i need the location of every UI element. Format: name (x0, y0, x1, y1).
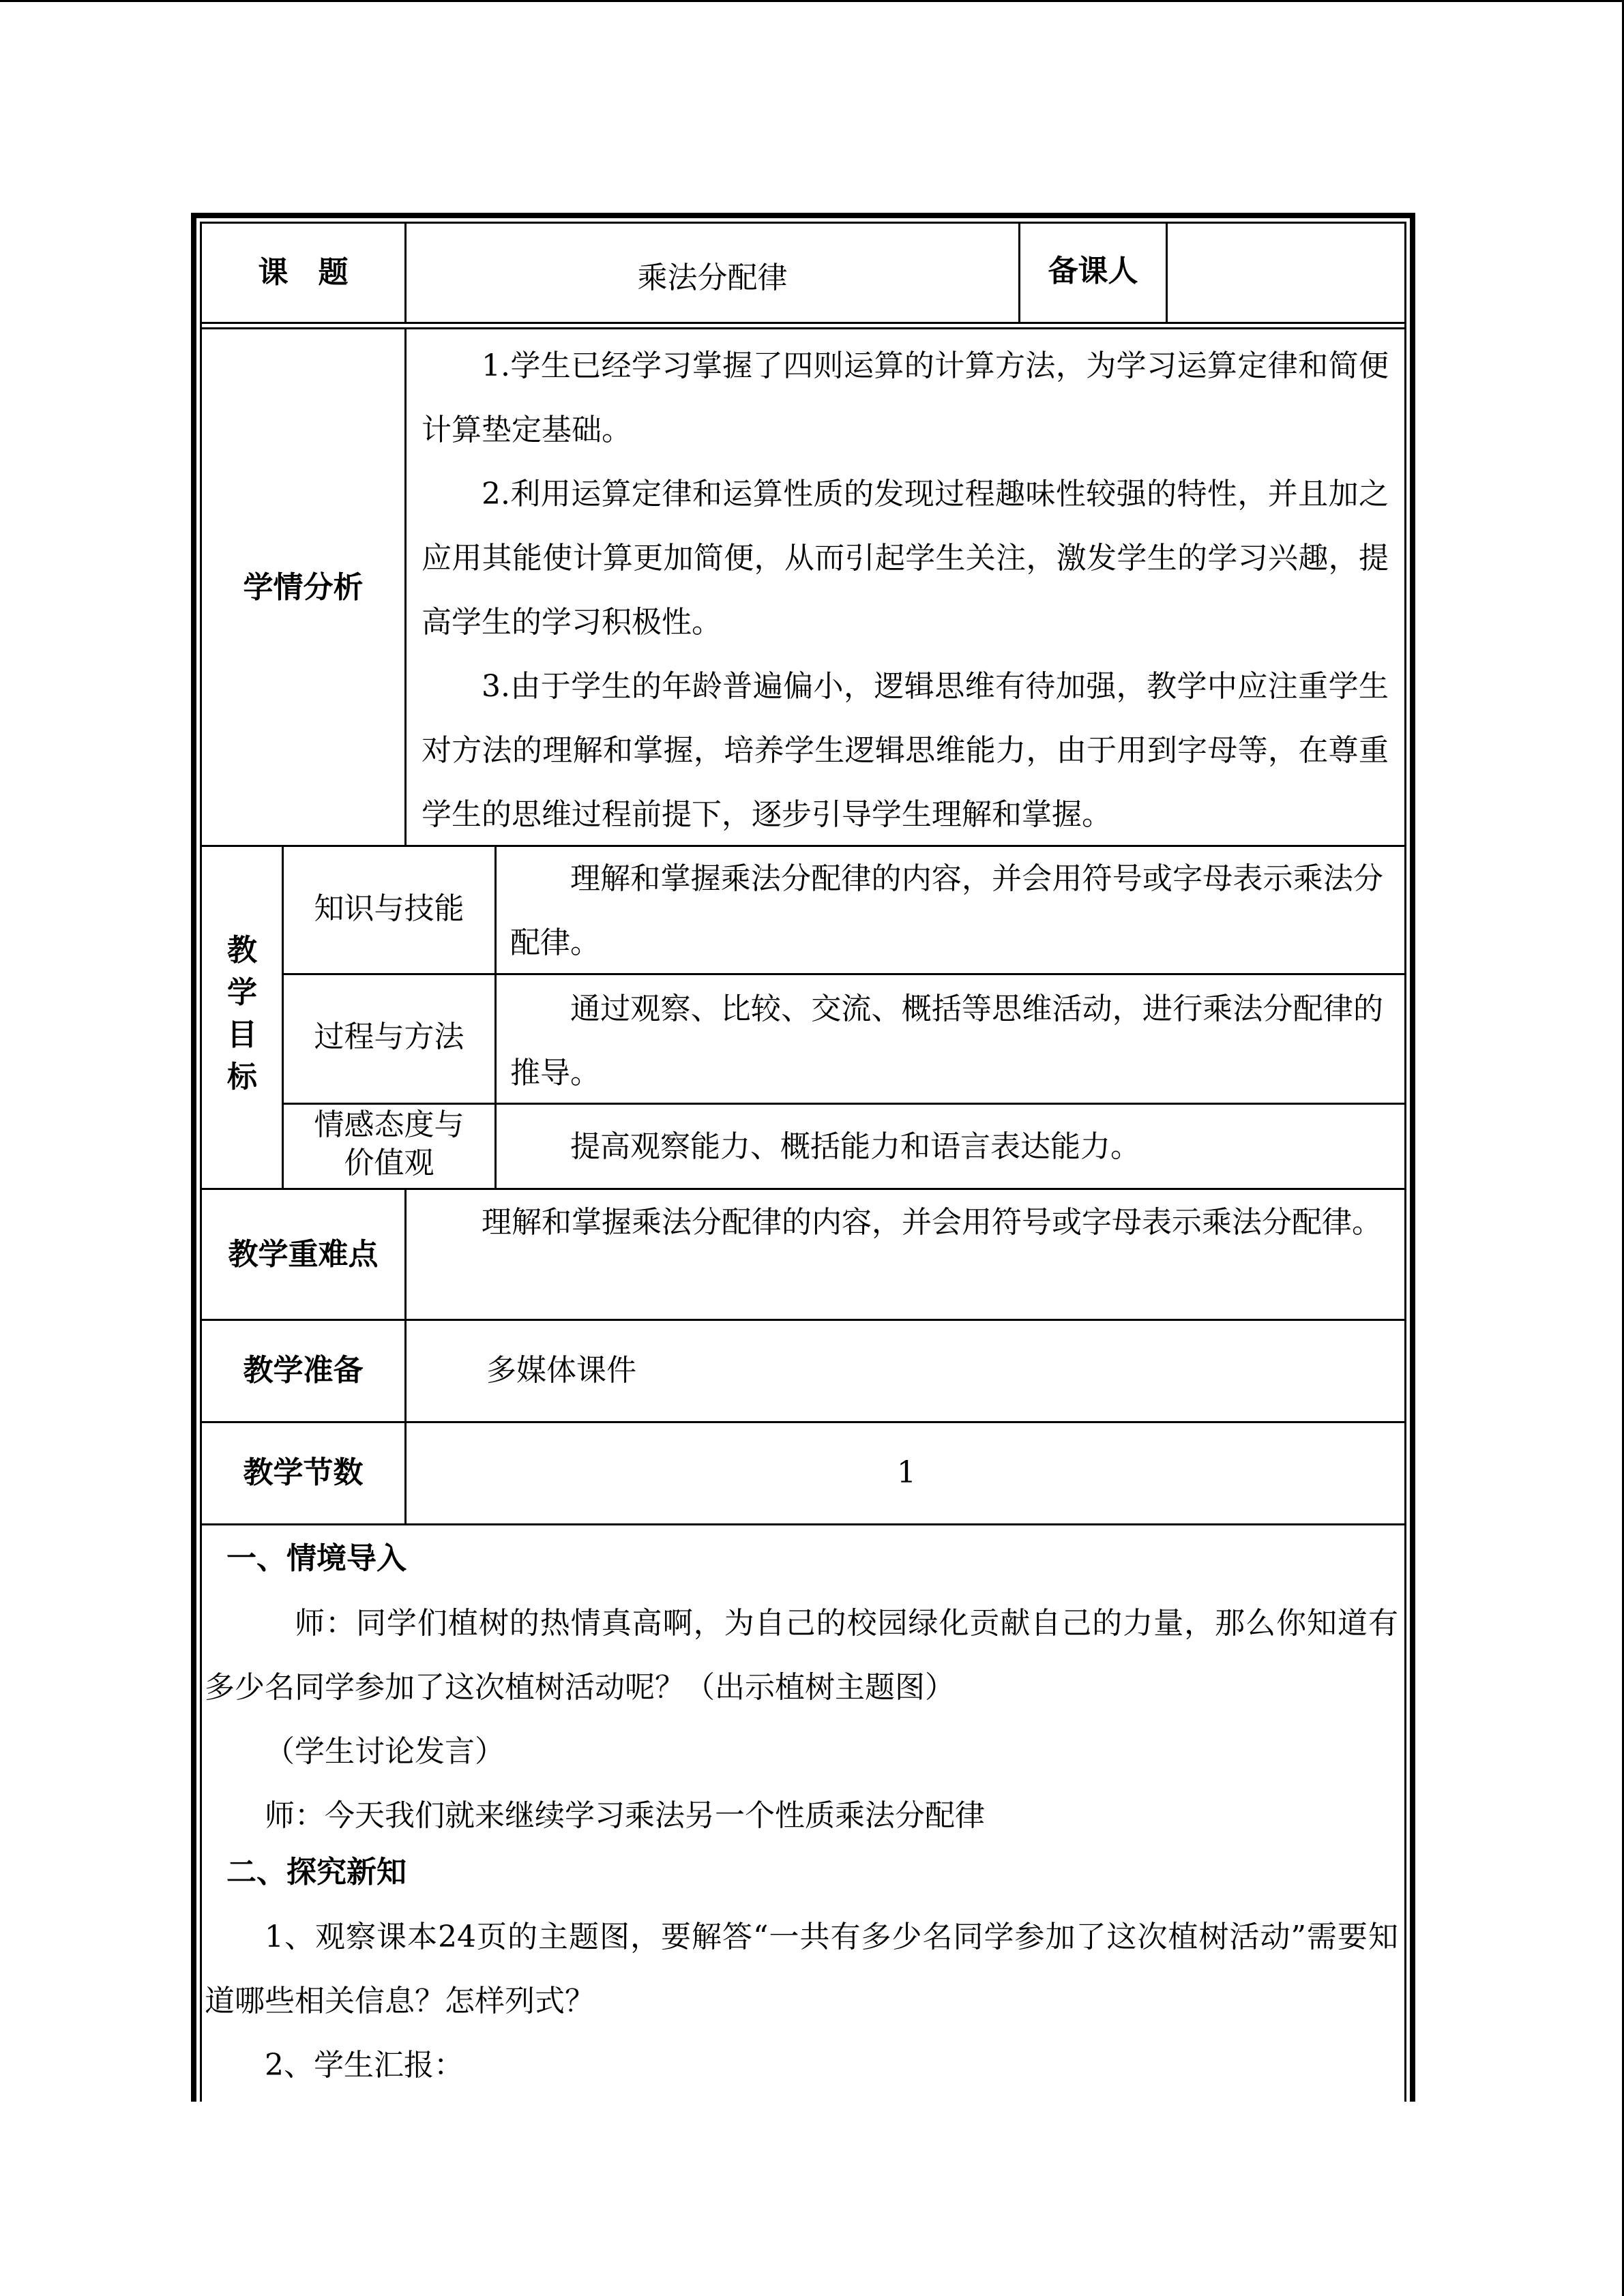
emotion-label-line-2: 价值观 (344, 1146, 434, 1180)
keypoints-label: 教学重难点 (228, 1237, 379, 1272)
table-outer-border-left (191, 213, 196, 2102)
rule-objectives-bottom (200, 1188, 1406, 1190)
objectives-label-char: 标 (227, 1060, 257, 1094)
process-text-cell (510, 977, 1383, 1105)
page-top-border (0, 0, 1624, 2)
keypoints-text-cell (422, 1191, 1389, 1255)
section-2-content (205, 1905, 1398, 2098)
rule-objectives-col2 (494, 845, 497, 1190)
rule-analysis-col (404, 327, 407, 847)
objectives-label (222, 929, 263, 1099)
prep-text: 多媒体课件 (486, 1353, 636, 1388)
analysis-content (422, 334, 1389, 847)
section-1-paragraph-1: 师：同学们植树的热情真高啊，为自己的校园绿化贡献自己的力量，那么你知道有多少名同学参加了这次植树活动呢？（出示植树主题图） (205, 1606, 1398, 1705)
process-label: 过程与方法 (314, 1019, 464, 1054)
preparer-label: 备课人 (1048, 254, 1138, 288)
section-1-title: 一、情境导入 (226, 1541, 407, 1576)
emotion-text: 提高观察能力、概括能力和语言表达能力。 (570, 1129, 1140, 1164)
section-2-title: 二、探究新知 (226, 1855, 407, 1890)
prep-label: 教学准备 (243, 1353, 364, 1388)
knowledge-label: 知识与技能 (314, 891, 464, 926)
analysis-paragraph-2: 2.利用运算定律和运算性质的发现过程趣味性较强的特性，并且加之应用其能使计算更加简便，从而引起学生关注，激发学生的学习兴趣，提高学生的学习积极性。 (422, 477, 1389, 640)
table-inner-border-top (200, 222, 1406, 224)
section-2-paragraph-2: 2、学生汇报： (265, 2048, 464, 2083)
rule-periods-bottom (200, 1523, 1406, 1525)
section-2-paragraph-1: 1、观察课本24页的主题图，要解答“一共有多少名同学参加了这次植树活动”需要知道哪些相关信息？怎样列式？ (205, 1920, 1398, 2018)
rule-header-col3 (1166, 222, 1168, 324)
objectives-label-char: 目 (227, 1017, 257, 1052)
section-1-content (205, 1592, 1398, 1848)
table-inner-border-right (1404, 222, 1406, 2102)
periods-label: 教学节数 (243, 1455, 364, 1490)
knowledge-text: 理解和掌握乘法分配律的内容，并会用符号或字母表示乘法分配律。 (510, 861, 1383, 960)
objectives-label-char: 教 (227, 933, 257, 968)
section-1-paragraph-3: 师：今天我们就来继续学习乘法另一个性质乘法分配律 (265, 1798, 985, 1833)
rule-header-bottom-1 (200, 322, 1406, 324)
analysis-label: 学情分析 (243, 570, 364, 605)
emotion-label-line-1: 情感态度与 (314, 1107, 464, 1142)
table-inner-border-left (200, 222, 202, 2102)
rule-keypoints-bottom (200, 1319, 1406, 1321)
section-1-paragraph-2: （学生讨论发言） (265, 1734, 505, 1769)
process-text: 通过观察、比较、交流、概括等思维活动，进行乘法分配律的推导。 (510, 992, 1383, 1090)
keypoints-text: 理解和掌握乘法分配律的内容，并会用符号或字母表示乘法分配律。 (482, 1205, 1382, 1240)
table-outer-border-right (1410, 213, 1415, 2102)
topic-label: 课 题 (258, 255, 349, 290)
rule-header-bottom-2 (200, 327, 1406, 329)
rule-prep-bottom (200, 1421, 1406, 1423)
topic-value: 乘法分配律 (637, 260, 788, 295)
analysis-paragraph-3: 3.由于学生的年龄普遍偏小，逻辑思维有待加强，教学中应注重学生对方法的理解和掌握，培养学生逻辑思维能力，由于用到字母等，在尊重学生的思维过程前提下，逐步引导学生理解和掌握。 (422, 669, 1389, 832)
table-outer-border-top (191, 213, 1415, 218)
analysis-paragraph-1: 1.学生已经学习掌握了四则运算的计算方法，为学习运算定律和简便计算垫定基础。 (422, 348, 1389, 447)
lesson-plan-table (191, 213, 1415, 2102)
objectives-label-char: 学 (227, 975, 257, 1010)
periods-value: 1 (897, 1455, 916, 1490)
knowledge-text-cell (510, 847, 1383, 975)
